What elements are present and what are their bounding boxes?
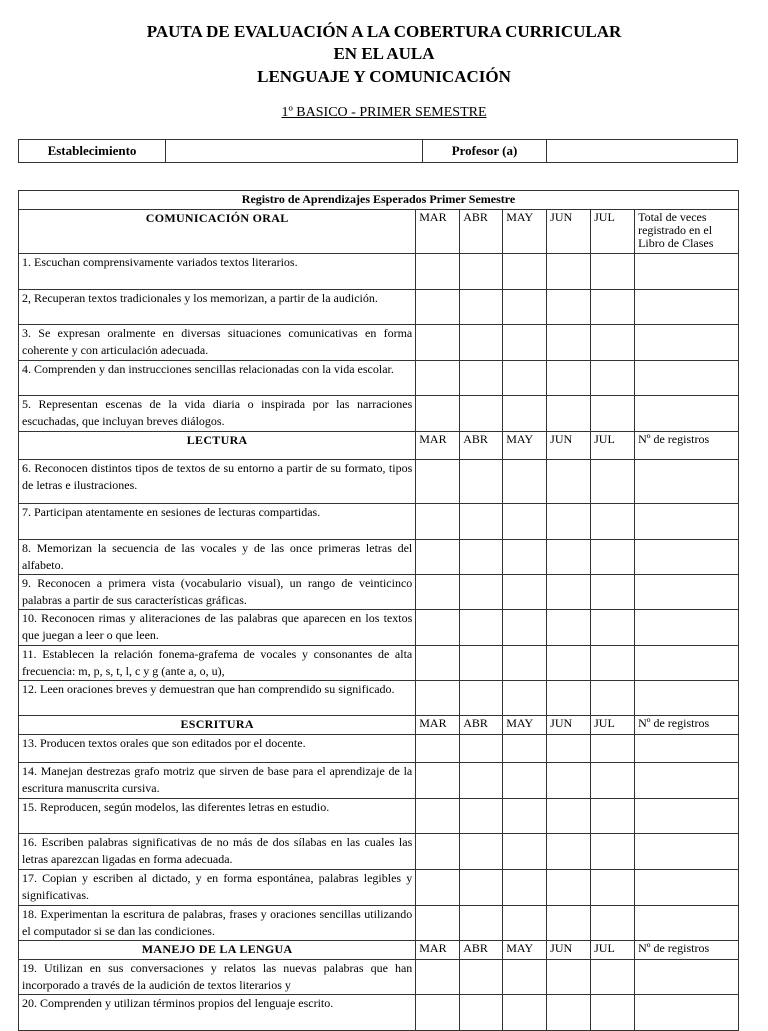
objective-text: 1. Escuchan comprensivamente variados textos literarios. (19, 254, 416, 290)
table-row (19, 290, 739, 325)
month-cell[interactable] (547, 763, 591, 799)
table-row (19, 504, 739, 540)
month-cell[interactable] (503, 906, 547, 941)
table-row (19, 575, 739, 610)
month-cell[interactable] (547, 799, 591, 834)
month-cell[interactable] (591, 504, 635, 540)
total-header: Nº de registros (635, 716, 739, 735)
month-cell[interactable] (416, 361, 460, 396)
month-cell[interactable] (591, 834, 635, 870)
month-cell[interactable] (416, 995, 460, 1031)
month-cell[interactable] (460, 504, 503, 540)
registro-table (18, 190, 739, 1031)
objective-text: 8. Memorizan la secuencia de las vocales y de las once primeras letras del alfabeto. (19, 540, 416, 575)
month-cell[interactable] (591, 870, 635, 906)
month-cell[interactable] (591, 540, 635, 575)
month-cell[interactable] (547, 681, 591, 716)
table-row (19, 396, 739, 432)
month-cell[interactable] (460, 870, 503, 906)
month-cell[interactable] (547, 646, 591, 681)
month-cell[interactable] (416, 763, 460, 799)
objective-text: 7. Participan atentamente en sesiones de lecturas compartidas. (19, 504, 416, 540)
month-header: MAR (416, 210, 460, 254)
month-cell[interactable] (591, 254, 635, 290)
total-cell[interactable] (635, 646, 739, 681)
total-cell[interactable] (635, 575, 739, 610)
month-cell[interactable] (547, 361, 591, 396)
table-row (19, 361, 739, 396)
month-cell[interactable] (460, 646, 503, 681)
table-row (19, 735, 739, 763)
month-cell[interactable] (460, 361, 503, 396)
month-cell[interactable] (460, 325, 503, 361)
table-row (19, 646, 739, 681)
establecimiento-label: Establecimiento (19, 140, 166, 163)
objective-text: 16. Escriben palabras significativas de no más de dos sílabas en las cuales las letras aparezcan ligadas en forma adecuada. (19, 834, 416, 870)
total-cell[interactable] (635, 325, 739, 361)
month-header: JUL (591, 941, 635, 960)
total-cell[interactable] (635, 504, 739, 540)
month-cell[interactable] (503, 646, 547, 681)
month-cell[interactable] (547, 460, 591, 504)
month-cell[interactable] (547, 906, 591, 941)
month-cell[interactable] (547, 735, 591, 763)
total-cell[interactable] (635, 960, 739, 995)
month-cell[interactable] (460, 610, 503, 646)
month-cell[interactable] (591, 735, 635, 763)
month-header: ABR (460, 210, 503, 254)
objective-text: 12. Leen oraciones breves y demuestran que han comprendido su significado. (19, 681, 416, 716)
objective-text: 17. Copian y escriben al dictado, y en forma espontánea, palabras legibles y significativas. (19, 870, 416, 906)
month-cell[interactable] (460, 681, 503, 716)
section-header: MANEJO DE LA LENGUA (19, 941, 416, 960)
month-cell[interactable] (547, 960, 591, 995)
month-cell[interactable] (591, 799, 635, 834)
month-cell[interactable] (591, 460, 635, 504)
month-cell[interactable] (416, 870, 460, 906)
month-cell[interactable] (416, 681, 460, 716)
header-info-table (18, 139, 738, 163)
month-cell[interactable] (460, 763, 503, 799)
objective-text: 19. Utilizan en sus conversaciones y relatos las nuevas palabras que han incorporado a través de la audición de textos literarios y (19, 960, 416, 995)
objective-text: 10. Reconocen rimas y aliteraciones de las palabras que aparecen en los textos que juegan a leer o que leen. (19, 610, 416, 646)
objective-text: 11. Establecen la relación fonema-grafema de vocales y consonantes de alta frecuencia: m, p, s, t, l, c y g (ante a, o, u), (19, 646, 416, 681)
month-header: JUL (591, 210, 635, 254)
month-cell[interactable] (591, 396, 635, 432)
month-header: MAY (503, 941, 547, 960)
month-cell[interactable] (416, 960, 460, 995)
month-cell[interactable] (591, 361, 635, 396)
month-cell[interactable] (547, 325, 591, 361)
month-cell[interactable] (591, 610, 635, 646)
section-header: LECTURA (19, 432, 416, 460)
month-cell[interactable] (416, 540, 460, 575)
table-row (19, 610, 739, 646)
month-cell[interactable] (503, 290, 547, 325)
month-cell[interactable] (460, 540, 503, 575)
month-cell[interactable] (503, 995, 547, 1031)
month-cell[interactable] (460, 254, 503, 290)
document-title-line2: EN EL AULA (333, 44, 435, 63)
month-cell[interactable] (547, 540, 591, 575)
month-cell[interactable] (547, 834, 591, 870)
month-cell[interactable] (503, 361, 547, 396)
month-cell[interactable] (416, 325, 460, 361)
objective-text: 18. Experimentan la escritura de palabras, frases y oraciones sencillas utilizando el computador si se dan las condiciones. (19, 906, 416, 941)
month-cell[interactable] (416, 610, 460, 646)
table-row (19, 460, 739, 504)
total-cell[interactable] (635, 254, 739, 290)
table-row (19, 960, 739, 995)
month-header: MAR (416, 432, 460, 460)
total-cell[interactable] (635, 906, 739, 941)
month-cell[interactable] (416, 646, 460, 681)
table-row (19, 995, 739, 1031)
month-cell[interactable] (503, 504, 547, 540)
table-row (19, 870, 739, 906)
month-header: MAR (416, 716, 460, 735)
month-cell[interactable] (503, 575, 547, 610)
month-cell[interactable] (460, 735, 503, 763)
month-cell[interactable] (416, 799, 460, 834)
month-cell[interactable] (591, 325, 635, 361)
month-cell[interactable] (460, 575, 503, 610)
month-header: JUN (547, 941, 591, 960)
total-cell[interactable] (635, 290, 739, 325)
table-row (19, 799, 739, 834)
total-cell[interactable] (635, 610, 739, 646)
month-cell[interactable] (591, 646, 635, 681)
month-cell[interactable] (591, 906, 635, 941)
table-row (19, 254, 739, 290)
total-cell[interactable] (635, 681, 739, 716)
month-cell[interactable] (416, 906, 460, 941)
month-cell[interactable] (547, 995, 591, 1031)
month-cell[interactable] (547, 870, 591, 906)
month-cell[interactable] (460, 799, 503, 834)
objective-text: 13. Producen textos orales que son editados por el docente. (19, 735, 416, 763)
total-cell[interactable] (635, 763, 739, 799)
month-cell[interactable] (591, 290, 635, 325)
table-row (19, 763, 739, 799)
objective-text: 9. Reconocen a primera vista (vocabulario visual), un rango de veinticinco palabras a partir de sus características gráficas. (19, 575, 416, 610)
objective-text: 5. Representan escenas de la vida diaria o inspirada por las narraciones escuchadas, que incluyan breves diálogos. (19, 396, 416, 432)
month-cell[interactable] (416, 396, 460, 432)
month-cell[interactable] (416, 460, 460, 504)
month-cell[interactable] (547, 254, 591, 290)
month-cell[interactable] (591, 960, 635, 995)
month-header: JUN (547, 432, 591, 460)
month-cell[interactable] (416, 834, 460, 870)
registro-title: Registro de Aprendizajes Esperados Primer Semestre (19, 191, 739, 210)
month-cell[interactable] (503, 735, 547, 763)
month-header: MAY (503, 210, 547, 254)
total-cell[interactable] (635, 735, 739, 763)
month-cell[interactable] (503, 834, 547, 870)
total-cell[interactable] (635, 799, 739, 834)
document-title-line3: LENGUAJE Y COMUNICACIÓN (257, 67, 511, 86)
month-cell[interactable] (416, 504, 460, 540)
month-cell[interactable] (591, 681, 635, 716)
month-header: JUL (591, 716, 635, 735)
month-cell[interactable] (547, 396, 591, 432)
month-cell[interactable] (591, 763, 635, 799)
month-cell[interactable] (460, 960, 503, 995)
objective-text: 2, Recuperan textos tradicionales y los memorizan, a partir de la audición. (19, 290, 416, 325)
month-cell[interactable] (503, 610, 547, 646)
month-header: JUN (547, 716, 591, 735)
month-cell[interactable] (460, 834, 503, 870)
total-header: Total de veces registrado en el Libro de Clases (635, 210, 739, 254)
total-cell[interactable] (635, 396, 739, 432)
month-header: ABR (460, 432, 503, 460)
month-header: ABR (460, 941, 503, 960)
total-cell[interactable] (635, 540, 739, 575)
month-cell[interactable] (503, 799, 547, 834)
objective-text: 4. Comprenden y dan instrucciones sencillas relacionadas con la vida escolar. (19, 361, 416, 396)
total-cell[interactable] (635, 870, 739, 906)
month-header: JUN (547, 210, 591, 254)
total-cell[interactable] (635, 460, 739, 504)
month-cell[interactable] (503, 960, 547, 995)
profesor-label: Profesor (a) (423, 140, 547, 163)
month-cell[interactable] (503, 681, 547, 716)
total-cell[interactable] (635, 361, 739, 396)
month-cell[interactable] (503, 325, 547, 361)
section-header: COMUNICACIÓN ORAL (19, 210, 416, 254)
month-cell[interactable] (547, 504, 591, 540)
month-header: JUL (591, 432, 635, 460)
month-cell[interactable] (460, 995, 503, 1031)
month-cell[interactable] (416, 735, 460, 763)
table-row (19, 325, 739, 361)
month-cell[interactable] (503, 540, 547, 575)
month-cell[interactable] (503, 254, 547, 290)
month-cell[interactable] (591, 995, 635, 1031)
document-subtitle: 1º BASICO - PRIMER SEMESTRE (281, 105, 487, 120)
document-title-line1: PAUTA DE EVALUACIÓN A LA COBERTURA CURRICULAR (146, 22, 622, 41)
month-header: MAY (503, 716, 547, 735)
objective-text: 20. Comprenden y utilizan términos propios del lenguaje escrito. (19, 995, 416, 1031)
month-cell[interactable] (416, 575, 460, 610)
total-cell[interactable] (635, 834, 739, 870)
table-row (19, 834, 739, 870)
month-header: MAR (416, 941, 460, 960)
month-cell[interactable] (503, 763, 547, 799)
month-cell[interactable] (503, 396, 547, 432)
month-cell[interactable] (547, 575, 591, 610)
section-header: ESCRITURA (19, 716, 416, 735)
month-cell[interactable] (503, 460, 547, 504)
month-cell[interactable] (591, 575, 635, 610)
total-header: Nº de registros (635, 432, 739, 460)
month-cell[interactable] (503, 870, 547, 906)
month-cell[interactable] (460, 906, 503, 941)
month-cell[interactable] (547, 290, 591, 325)
objective-text: 14. Manejan destrezas grafo motriz que sirven de base para el aprendizaje de la escritura manuscrita cursiva. (19, 763, 416, 799)
table-row (19, 681, 739, 716)
month-header: MAY (503, 432, 547, 460)
table-row (19, 906, 739, 941)
month-cell[interactable] (460, 396, 503, 432)
objective-text: 15. Reproducen, según modelos, las diferentes letras en estudio. (19, 799, 416, 834)
month-cell[interactable] (416, 254, 460, 290)
month-header: ABR (460, 716, 503, 735)
month-cell[interactable] (460, 460, 503, 504)
total-cell[interactable] (635, 995, 739, 1031)
profesor-field[interactable] (547, 140, 738, 163)
table-row (19, 540, 739, 575)
objective-text: 3. Se expresan oralmente en diversas situaciones comunicativas en forma coherente y con articulación adecuada. (19, 325, 416, 361)
establecimiento-field[interactable] (166, 140, 423, 163)
month-cell[interactable] (416, 290, 460, 325)
total-header: Nº de registros (635, 941, 739, 960)
month-cell[interactable] (547, 610, 591, 646)
month-cell[interactable] (460, 290, 503, 325)
objective-text: 6. Reconocen distintos tipos de textos de su entorno a partir de su formato, tipos de letras e ilustraciones. (19, 460, 416, 504)
